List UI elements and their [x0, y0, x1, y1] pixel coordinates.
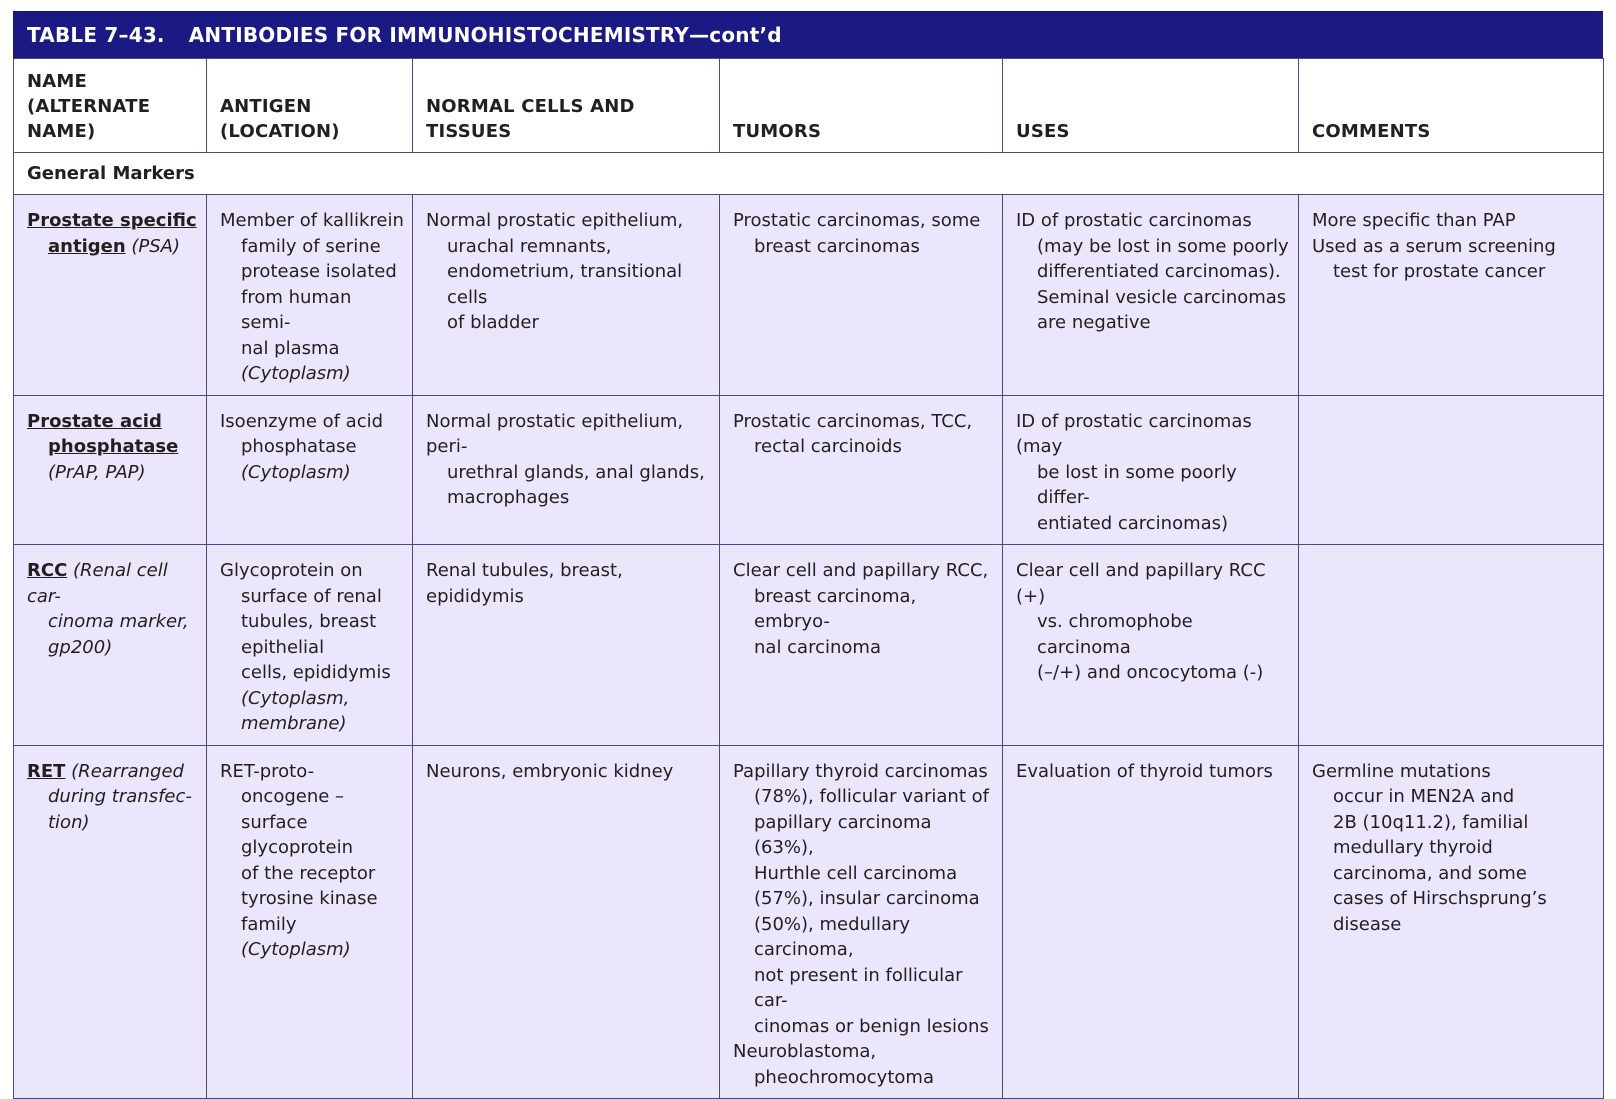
table-number: TABLE 7–43. [27, 22, 165, 47]
cell-normal: Normal prostatic epithelium, peri- urethral glands, anal glands, macrophages [413, 395, 720, 545]
table-grid [13, 58, 1604, 1099]
cell-antigen: RET-proto- oncogene – surface glycoprotein of the receptor tyrosine kinase family (Cytoplasm) [207, 745, 413, 1099]
table-row [14, 395, 1604, 545]
cell-antigen: Member of kallikrein family of serine protease isolated from human semi- nal plasma (Cytoplasm) [207, 195, 413, 396]
table-row [14, 545, 1604, 746]
table-row [14, 745, 1604, 1099]
cell-uses: Clear cell and papillary RCC (+) vs. chromophobe carcinoma (–/+) and oncocytoma (-) [1003, 545, 1299, 746]
cell-antigen: Isoenzyme of acid phosphatase (Cytoplasm) [207, 395, 413, 545]
header-name: NAME (ALTERNATE NAME) [14, 59, 207, 153]
table-title: ANTIBODIES FOR IMMUNOHISTOCHEMISTRY—cont’d [188, 22, 782, 47]
cell-tumors: Prostatic carcinomas, some breast carcinomas [720, 195, 1003, 396]
table-row [14, 195, 1604, 396]
header-comments: COMMENTS [1299, 59, 1604, 153]
header-antigen: ANTIGEN (LOCATION) [207, 59, 413, 153]
cell-comments [1299, 395, 1604, 545]
cell-comments: More specific than PAP Used as a serum screening test for prostate cancer [1299, 195, 1604, 396]
cell-name: RET (Rearranged during transfec- tion) [14, 745, 207, 1099]
cell-tumors: Clear cell and papillary RCC, breast carcinoma, embryo- nal carcinoma [720, 545, 1003, 746]
table-title-bar [13, 11, 1603, 58]
cell-tumors: Papillary thyroid carcinomas (78%), follicular variant of papillary carcinoma (63%), Hurthle cell carcinoma (57%), insular carcinoma (50%), medullary carcinoma, not present in follicular car- cinomas or benign lesions Neuroblastoma, pheochromocytoma [720, 745, 1003, 1099]
cell-uses: ID of prostatic carcinomas (may be lost in some poorly differ- entiated carcinomas) [1003, 395, 1299, 545]
cell-name: Prostate acid phosphatase (PrAP, PAP) [14, 395, 207, 545]
header-normal-cells: NORMAL CELLS AND TISSUES [413, 59, 720, 153]
header-tumors: TUMORS [720, 59, 1003, 153]
cell-name: Prostate specific antigen (PSA) [14, 195, 207, 396]
cell-comments [1299, 545, 1604, 746]
cell-uses: ID of prostatic carcinomas (may be lost in some poorly differentiated carcinomas). Seminal vesicle carcinomas are negative [1003, 195, 1299, 396]
antibody-table [13, 11, 1603, 1099]
cell-normal: Neurons, embryonic kidney [413, 745, 720, 1099]
cell-uses: Evaluation of thyroid tumors [1003, 745, 1299, 1099]
header-row [14, 59, 1604, 153]
cell-normal: Normal prostatic epithelium, urachal remnants, endometrium, transitional cells of bladder [413, 195, 720, 396]
header-uses: USES [1003, 59, 1299, 153]
cell-normal: Renal tubules, breast, epididymis [413, 545, 720, 746]
cell-name: RCC (Renal cell car- cinoma marker, gp200) [14, 545, 207, 746]
section-label: General Markers [14, 153, 1604, 195]
cell-comments: Germline mutations occur in MEN2A and 2B (10q11.2), familial medullary thyroid carcinoma, and some cases of Hirschsprung’s disease [1299, 745, 1604, 1099]
cell-antigen: Glycoprotein on surface of renal tubules, breast epithelial cells, epididymis (Cytoplasm, membrane) [207, 545, 413, 746]
section-row [14, 153, 1604, 195]
cell-tumors: Prostatic carcinomas, TCC, rectal carcinoids [720, 395, 1003, 545]
